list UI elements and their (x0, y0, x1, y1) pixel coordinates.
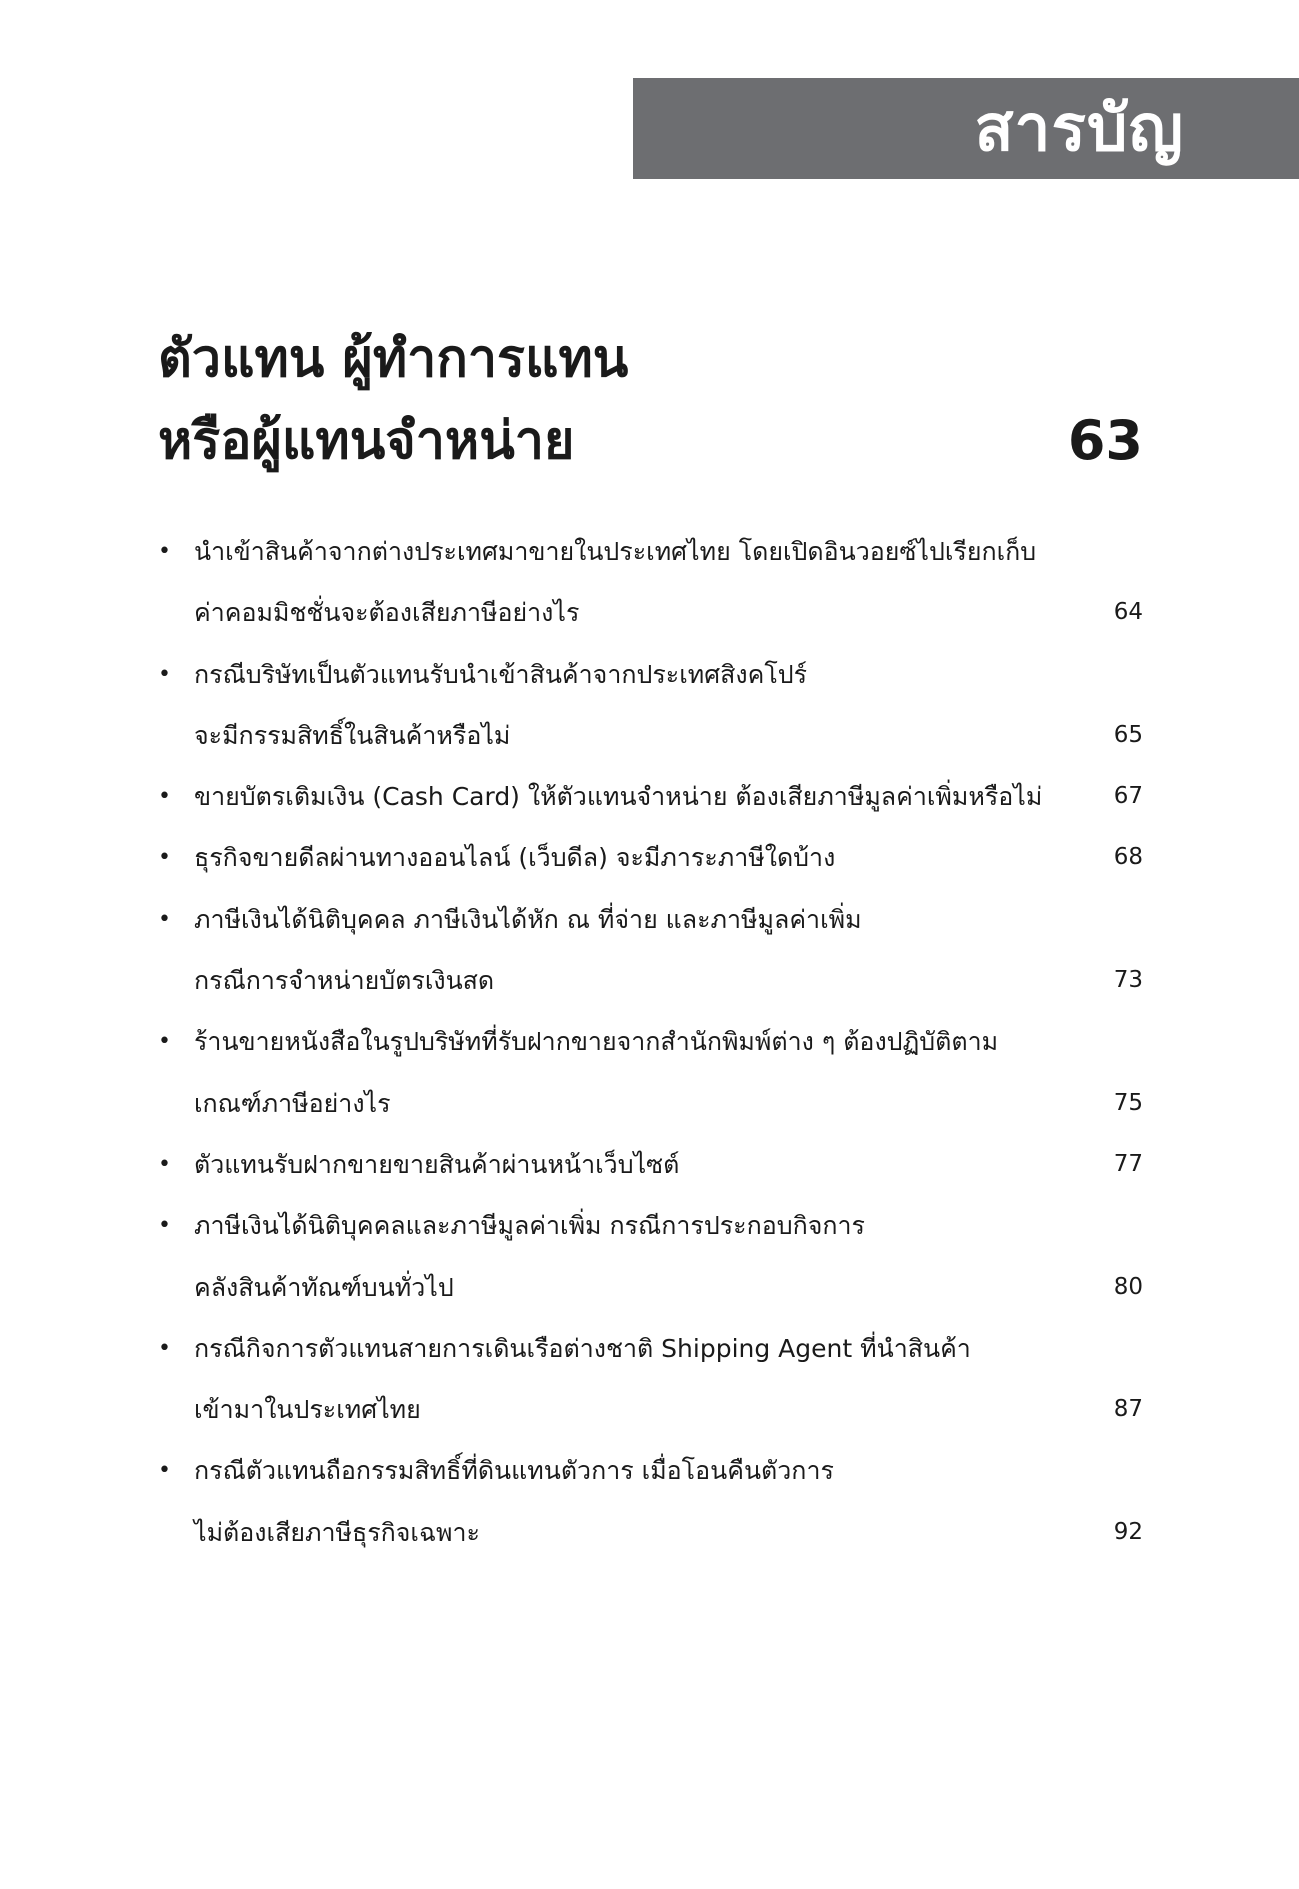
toc-entry[interactable] (158, 644, 1143, 767)
section-page-number: 63 (1067, 409, 1143, 472)
toc-entry[interactable] (158, 1440, 1143, 1563)
toc-entry-line-2: เกณฑ์ภาษีอย่างไร (194, 1088, 391, 1118)
bullet-icon: • (158, 539, 171, 564)
section-heading-line-2: หรือผู้แทนจำหน่าย (158, 411, 575, 471)
toc-entry[interactable] (158, 1134, 1143, 1195)
toc-entry-line-2: เข้ามาในประเทศไทย (194, 1395, 421, 1425)
toc-entry-page: 65 (1113, 721, 1143, 748)
toc-entry-line-1: ร้านขายหนังสือในรูปบริษัทที่รับฝากขายจากสำนักพิมพ์ต่าง ๆ ต้องปฏิบัติตาม (194, 1027, 999, 1057)
bullet-icon: • (158, 784, 171, 810)
toc-entry-line-1: กรณีบริษัทเป็นตัวแทนรับนำเข้าสินค้าจากประเทศสิงคโปร์ (194, 659, 808, 689)
toc-entry[interactable] (158, 1011, 1143, 1134)
toc-entry-page: 87 (1113, 1396, 1143, 1423)
toc-entry-page: 92 (1113, 1518, 1143, 1545)
toc-entry-line-1: ธุรกิจขายดีลผ่านทางออนไลน์ (เว็บดีล) จะมีภาระภาษีใดบ้าง (194, 843, 836, 873)
toc-list (158, 521, 1143, 1563)
section-heading-line-1: ตัวแทน ผู้ทำการแทน (158, 329, 629, 389)
bullet-icon: • (158, 1458, 171, 1484)
bullet-icon: • (158, 661, 171, 687)
bullet-icon: • (158, 1213, 171, 1239)
toc-entry[interactable] (158, 766, 1143, 827)
bullet-icon: • (158, 1335, 171, 1361)
page-title: สารบัญ (974, 91, 1184, 166)
toc-entry-page: 77 (1113, 1150, 1143, 1177)
toc-entry-page: 80 (1113, 1273, 1143, 1300)
bullet-icon: • (158, 845, 171, 871)
toc-entry-line-1: ขายบัตรเติมเงิน (Cash Card) ให้ตัวแทนจำหน่าย ต้องเสียภาษีมูลค่าเพิ่มหรือไม่ (194, 782, 1043, 812)
section-heading (158, 318, 1143, 482)
toc-entry-line-1: ภาษีเงินได้นิติบุคคลและภาษีมูลค่าเพิ่ม กรณีการประกอบกิจการ (194, 1211, 865, 1241)
toc-entry-line-1: ภาษีเงินได้นิติบุคคล ภาษีเงินได้หัก ณ ที่จ่าย และภาษีมูลค่าเพิ่ม (194, 904, 862, 934)
bullet-icon: • (158, 1151, 171, 1177)
section-header (158, 318, 1143, 482)
toc-entry-line-1: กรณีกิจการตัวแทนสายการเดินเรือต่างชาติ Shipping Agent ที่นำสินค้า (194, 1333, 971, 1363)
toc-entry-page: 68 (1113, 844, 1143, 871)
toc-entry[interactable] (158, 521, 1143, 644)
toc-entry[interactable] (158, 827, 1143, 888)
toc-entry[interactable] (158, 1195, 1143, 1318)
bullet-icon: • (158, 906, 171, 932)
toc-entry-line-1: ตัวแทนรับฝากขายขายสินค้าผ่านหน้าเว็บไซต์ (194, 1149, 680, 1179)
toc-entry-line-2: คลังสินค้าทัณฑ์บนทั่วไป (194, 1272, 454, 1302)
bullet-icon: • (158, 1029, 171, 1055)
toc-entry-line-1: กรณีตัวแทนถือกรรมสิทธิ์ที่ดินแทนตัวการ เมื่อโอนคืนตัวการ (194, 1456, 834, 1486)
toc-entry-page: 64 (1113, 599, 1143, 626)
toc-entry[interactable] (158, 1318, 1143, 1441)
toc-entry-line-1: นำเข้าสินค้าจากต่างประเทศมาขายในประเทศไทย โดยเปิดอินวอยซ์ไปเรียกเก็บ (194, 537, 1037, 566)
toc-entry-page: 75 (1113, 1089, 1143, 1116)
toc-entry-line-2: ไม่ต้องเสียภาษีธุรกิจเฉพาะ (194, 1517, 480, 1547)
header-band (633, 78, 1299, 179)
toc-entry-page: 67 (1113, 783, 1143, 810)
toc-entry-page: 73 (1113, 967, 1143, 994)
toc-entry-line-2: ค่าคอมมิชชั่นจะต้องเสียภาษีอย่างไร (194, 598, 580, 628)
toc-entry-line-2: กรณีการจำหน่ายบัตรเงินสด (194, 966, 495, 996)
toc-entry[interactable] (158, 889, 1143, 1012)
toc-entry-line-2: จะมีกรรมสิทธิ์ในสินค้าหรือไม่ (194, 720, 511, 750)
